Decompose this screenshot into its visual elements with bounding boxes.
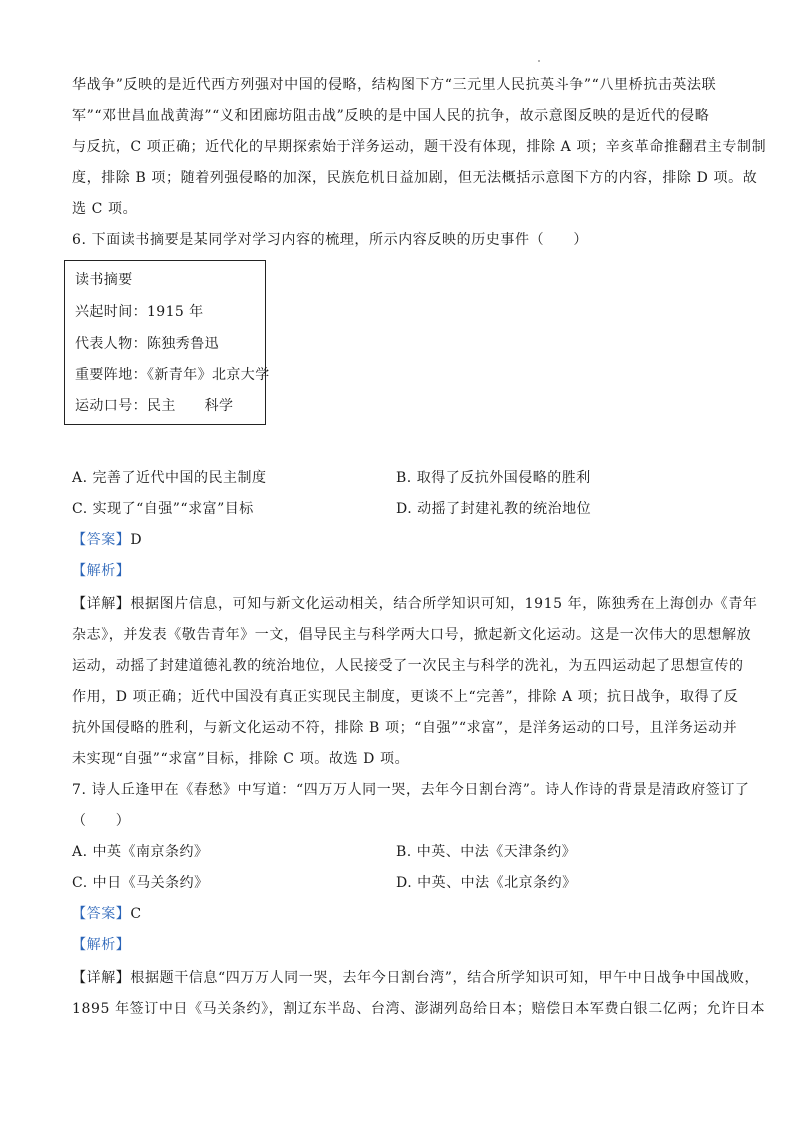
q6-detail-line: 抗外国侵略的胜利，与新文化运动不符，排除 B 项；“自强”“求富”，是洋务运动的口号，且洋务运动并 <box>72 720 738 736</box>
summary-row: 兴起时间：1915 年 <box>75 304 204 320</box>
q7-analysis-tag <box>72 934 130 954</box>
q7-option-a: A. 中英《南京条约》 <box>72 844 209 860</box>
q6-detail-line: 未实现“自强”“求富”目标，排除 C 项。故选 D 项。 <box>72 751 410 767</box>
q6-detail-line: 作用，D 项正确；近代中国没有真正实现民主制度，更谈不上“完善”，排除 A 项；抗日战争，取得了反 <box>72 689 739 705</box>
q7-option-b: B. 中英、中法《天津条约》 <box>396 844 577 860</box>
summary-row: 重要阵地：《新青年》北京大学 <box>75 367 270 383</box>
q7-option-d: D. 中英、中法《北京条约》 <box>396 875 577 891</box>
prev-explanation-line: 度，排除 B 项；随着列强侵略的加深，民族危机日益加剧，但无法概括示意图下方的内容，排除 D 项。故 <box>72 170 758 186</box>
prev-explanation-line: 军”“邓世昌血战黄海”“义和团廊坊阻击战”反映的是中国人民的抗争，故示意图反映的是近代的侵略 <box>72 108 710 124</box>
detail-text: 根据题干信息“四万万人同一哭，去年今日割台湾”，结合所学知识可知，甲午中日战争中国战败， <box>130 970 760 986</box>
answer-value: C <box>130 906 142 922</box>
q7-detail-line: 1895 年签订中日《马关条约》，割辽东半岛、台湾、澎湖列岛给日本；赔偿日本军费白银二亿两；允许日本 <box>72 1001 766 1017</box>
summary-row: 代表人物：陈独秀鲁迅 <box>75 336 219 352</box>
detail-tag: 【详解】 <box>72 970 131 986</box>
q6-detail-line: 杂志》，并发表《敬告青年》一文，倡导民主与科学两大口号，掀起新文化运动。这是一次伟大的思想解放 <box>72 627 752 643</box>
q7-option-c: C. 中日《马关条约》 <box>72 875 209 891</box>
q6-option-c: C. 实现了“自强”“求富”目标 <box>72 501 254 517</box>
answer-tag: 【答案】 <box>72 906 131 922</box>
q6-detail-line: 运动，动摇了封建道德礼教的统治地位，人民接受了一次民主与科学的洗礼，为五四运动起了思想宣传的 <box>72 658 744 674</box>
answer-value: D <box>130 532 143 548</box>
q6-answer-line <box>72 529 142 549</box>
summary-title: 读书摘要 <box>75 272 133 288</box>
summary-row: 运动口号：民主 科学 <box>75 398 234 414</box>
q7-detail-line <box>72 967 759 987</box>
prev-explanation-line: 选 C 项。 <box>72 201 138 217</box>
question-7-stem-blank: （ ） <box>72 813 131 829</box>
detail-text: 根据图片信息，可知与新文化运动相关，结合所学知识可知，1915 年，陈独秀在上海创办《青年 <box>130 596 758 612</box>
q6-detail-line <box>72 593 757 613</box>
reading-summary-box <box>64 260 270 425</box>
q6-option-a: A. 完善了近代中国的民主制度 <box>72 470 267 486</box>
analysis-tag: 【解析】 <box>72 937 131 953</box>
answer-tag: 【答案】 <box>72 532 131 548</box>
scan-speck <box>538 60 540 62</box>
prev-explanation-line: 与反抗，C 项正确；近代化的早期探索始于洋务运动，题干没有体现，排除 A 项；辛亥革命推翻君主专制制 <box>72 139 767 155</box>
question-6-stem: 6. 下面读书摘要是某同学对学习内容的梳理，所示内容反映的历史事件（ ） <box>72 232 589 248</box>
question-7-stem: 7. 诗人丘逢甲在《春愁》中写道：“四万万人同一哭，去年今日割台湾”。诗人作诗的背景是清政府签订了 <box>72 782 750 798</box>
detail-tag: 【详解】 <box>72 596 131 612</box>
analysis-tag: 【解析】 <box>72 563 131 579</box>
prev-explanation-line: 华战争”反映的是近代西方列强对中国的侵略，结构图下方“三元里人民抗英斗争”“八里桥抗击英法联 <box>72 77 717 93</box>
q7-answer-line <box>72 903 142 923</box>
q6-option-b: B. 取得了反抗外国侵略的胜利 <box>396 470 591 486</box>
q6-analysis-tag <box>72 560 130 580</box>
q6-option-d: D. 动摇了封建礼教的统治地位 <box>396 501 592 517</box>
